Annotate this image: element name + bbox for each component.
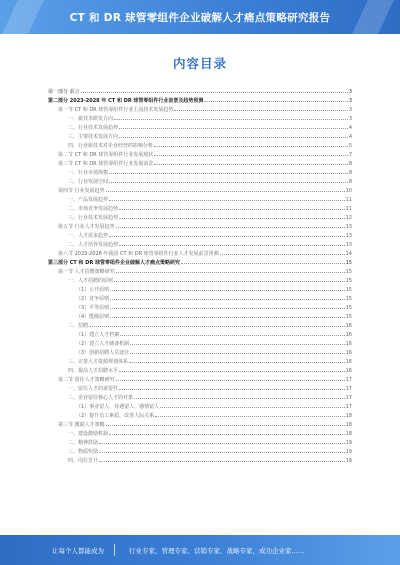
toc-entry-page: 3 xyxy=(348,116,352,122)
toc-entry-page: 18 xyxy=(345,422,352,428)
toc-entry-label: 三、主要技术发展方向 xyxy=(68,134,119,140)
toc-entry-label: 第三节 激励人才策略 xyxy=(58,422,105,428)
toc-entry[interactable] xyxy=(48,446,352,455)
toc-leader-dots xyxy=(89,326,345,327)
toc-leader-dots xyxy=(204,101,347,102)
toc-leader-dots xyxy=(181,263,345,264)
toc-entry-label: 二、行业技术发展趋势 xyxy=(68,125,119,131)
toc-entry-label: 第一节 人才招聘策略研究 xyxy=(58,269,115,275)
toc-entry-page: 11 xyxy=(345,206,352,212)
toc-leader-dots xyxy=(114,281,345,282)
toc-entry-label: 四、岗位晋升 xyxy=(68,458,99,464)
toc-entry[interactable] xyxy=(48,329,352,338)
toc-leader-dots xyxy=(174,110,348,111)
toc-leader-dots xyxy=(129,362,345,363)
toc-entry-page: 13 xyxy=(345,242,352,248)
toc-entry[interactable] xyxy=(48,95,352,104)
toc-leader-dots xyxy=(119,218,345,219)
toc-entry[interactable] xyxy=(48,221,352,230)
toc-leader-dots xyxy=(154,155,348,156)
toc-entry-label: 一、行业市场规模 xyxy=(68,170,109,176)
footer-banner xyxy=(0,535,400,565)
toc-entry-page: 3 xyxy=(348,107,352,113)
toc-entry[interactable] xyxy=(48,293,352,302)
toc-entry-label: 二、精神鼓励 xyxy=(68,440,99,446)
toc-leader-dots xyxy=(109,173,348,174)
toc-leader-dots xyxy=(114,119,348,120)
toc-entry-page: 16 xyxy=(345,350,352,356)
toc-entry[interactable] xyxy=(48,455,352,464)
toc-entry[interactable] xyxy=(48,302,352,311)
toc-leader-dots xyxy=(110,290,344,291)
toc-entry-page: 8 xyxy=(348,179,352,185)
toc-leader-dots xyxy=(220,254,345,255)
toc-leader-dots xyxy=(109,182,348,183)
toc-entry[interactable] xyxy=(48,383,352,392)
toc-entry-label: 四、提高人才招聘水平 xyxy=(68,368,119,374)
toc-entry-label: 第二节 留住人才策略研究 xyxy=(58,377,115,383)
toc-entry-page: 17 xyxy=(345,404,352,410)
toc-entry-label: 第四节 行业发展趋势 xyxy=(58,188,105,194)
toc-entry[interactable] xyxy=(48,410,352,419)
toc-entry-label: （1）事业留人、待遇留人、感情留人 xyxy=(76,404,160,410)
toc-entry-page: 13 xyxy=(345,224,352,230)
toc-entry[interactable] xyxy=(48,158,352,167)
toc-entry-label: 第三部分 CT 和 DR 球管零组件企业破解人才痛点策略研究 xyxy=(48,260,181,266)
toc-entry-page: 10 xyxy=(345,188,352,194)
toc-leader-dots xyxy=(99,461,345,462)
toc-entry[interactable] xyxy=(48,176,352,185)
toc-leader-dots xyxy=(110,299,344,300)
toc-entry-page: 18 xyxy=(345,413,352,419)
toc-entry-label: 一、建设激励机制 xyxy=(68,431,109,437)
toc-entry-label: （2）建立人才储备机制 xyxy=(76,341,130,347)
toc-entry-label: 第一部分 前言 xyxy=(48,89,80,95)
toc-entry-label: 三、完善人才资源规划体系 xyxy=(68,359,129,365)
toc-entry-page: 13 xyxy=(345,233,352,239)
toc-entry[interactable] xyxy=(48,122,352,131)
toc-entry-page: 11 xyxy=(345,197,352,203)
toc-leader-dots xyxy=(116,380,345,381)
toc-entry-page: 16 xyxy=(345,368,352,374)
toc-entry-label: 一、产品发展趋势 xyxy=(68,197,109,203)
toc-leader-dots xyxy=(155,416,344,417)
toc-entry-page: 15 xyxy=(345,260,352,266)
toc-leader-dots xyxy=(106,425,345,426)
toc-leader-dots xyxy=(130,353,344,354)
toc-entry[interactable] xyxy=(48,419,352,428)
toc-entry-page: 16 xyxy=(345,359,352,365)
toc-entry[interactable] xyxy=(48,194,352,203)
toc-leader-dots xyxy=(119,245,345,246)
toc-entry[interactable] xyxy=(48,257,352,266)
toc-entry-label: 二、招聘 xyxy=(68,323,89,329)
footer-slogan: 让每个人都能成为 xyxy=(52,546,104,555)
toc-entry-label: （1）公开原则 xyxy=(76,287,110,293)
toc-entry-label: （1）建立人才档案 xyxy=(76,332,120,338)
toc-leader-dots xyxy=(154,164,348,165)
toc-entry-label: （3）创新招聘人员途径 xyxy=(76,350,130,356)
toc-entry[interactable] xyxy=(48,140,352,149)
toc-entry[interactable] xyxy=(48,320,352,329)
toc-leader-dots xyxy=(160,407,344,408)
toc-entry-label: 第三节 CT 和 DR 球管零组件行业发展前景 xyxy=(58,161,154,167)
toc-entry[interactable] xyxy=(48,203,352,212)
toc-leader-dots xyxy=(154,146,348,147)
toc-entry-page: 19 xyxy=(345,440,352,446)
toc-entry[interactable] xyxy=(48,275,352,284)
toc-entry-label: 一、留住人才的重要性 xyxy=(68,386,119,392)
toc-entry-label: 二、企业留住核心人才的对策 xyxy=(68,395,134,401)
footer-divider xyxy=(114,544,115,556)
toc-entry[interactable] xyxy=(48,266,352,275)
toc-entry-label: 二、行业发展空间 xyxy=(68,179,109,185)
toc-entry-page: 15 xyxy=(345,287,352,293)
toc-entry[interactable] xyxy=(48,113,352,122)
toc-entry-page: 17 xyxy=(345,377,352,383)
toc-entry-page: 8 xyxy=(348,170,352,176)
toc-entry-label: 三、物质奖励 xyxy=(68,449,99,455)
toc-entry-page: 8 xyxy=(348,161,352,167)
toc-entry[interactable] xyxy=(48,365,352,374)
toc-leader-dots xyxy=(130,344,344,345)
toc-entry[interactable] xyxy=(48,374,352,383)
toc-entry-page: 4 xyxy=(348,125,352,131)
toc-entry[interactable] xyxy=(48,401,352,410)
toc-entry-label: （2）竞争原则 xyxy=(76,296,110,302)
toc-leader-dots xyxy=(116,272,345,273)
toc-entry-label: 四、行业新技术对企业经营的影响分析 xyxy=(68,143,154,149)
toc-leader-dots xyxy=(119,209,345,210)
toc-leader-dots xyxy=(119,128,348,129)
toc-entry[interactable] xyxy=(48,311,352,320)
toc-entry[interactable] xyxy=(48,338,352,347)
toc-entry-label: 第六节 2023-2028 年我国 CT 和 DR 球管零组件行业人才发展前景预测 xyxy=(58,251,219,257)
toc-leader-dots xyxy=(110,317,344,318)
toc-heading: 内容目录 xyxy=(172,56,227,71)
header-decoration-stripe xyxy=(352,0,394,34)
toc-entry[interactable] xyxy=(48,149,352,158)
toc-entry[interactable] xyxy=(48,248,352,257)
table-of-contents xyxy=(48,86,352,464)
toc-entry-label: 第一节 CT 和 DR 球管零组件行业主流技术发展趋势 xyxy=(58,107,174,113)
toc-leader-dots xyxy=(110,308,344,309)
toc-entry-page: 15 xyxy=(345,314,352,320)
toc-entry-label: 二、人才培养发展趋势 xyxy=(68,242,119,248)
toc-entry-page: 19 xyxy=(345,458,352,464)
toc-leader-dots xyxy=(134,398,345,399)
toc-entry[interactable] xyxy=(48,356,352,365)
toc-entry[interactable] xyxy=(48,230,352,239)
toc-entry-page: 7 xyxy=(348,152,352,158)
toc-entry-label: 二、市场竞争发展趋势 xyxy=(68,206,119,212)
toc-entry-page: 15 xyxy=(345,278,352,284)
toc-entry-label: （2）提升员工素质，改善人际关系 xyxy=(76,413,155,419)
toc-leader-dots xyxy=(109,236,345,237)
report-title: CT 和 DR 球管零组件企业破解人才痛点策略研究报告 xyxy=(69,11,331,24)
toc-leader-dots xyxy=(99,452,345,453)
toc-entry[interactable] xyxy=(48,167,352,176)
toc-entry-page: 3 xyxy=(348,98,352,104)
toc-entry-page: 16 xyxy=(345,341,352,347)
toc-leader-dots xyxy=(109,200,345,201)
toc-entry[interactable] xyxy=(48,392,352,401)
toc-entry-label: 一、人才招聘的原则 xyxy=(68,278,114,284)
toc-leader-dots xyxy=(119,371,345,372)
toc-entry-label: 一、人才需求趋势 xyxy=(68,233,109,239)
toc-entry[interactable] xyxy=(48,131,352,140)
header-decoration-stripe xyxy=(2,0,44,34)
toc-entry-page: 16 xyxy=(345,332,352,338)
toc-leader-dots xyxy=(109,434,345,435)
toc-leader-dots xyxy=(99,443,345,444)
toc-entry[interactable] xyxy=(48,104,352,113)
toc-entry-page: 17 xyxy=(345,395,352,401)
toc-entry-page: 16 xyxy=(345,323,352,329)
toc-entry-page: 12 xyxy=(345,215,352,221)
toc-leader-dots xyxy=(106,191,345,192)
toc-entry[interactable] xyxy=(48,437,352,446)
footer-roles: 行业专家、管理专家、营销专家、战略专家、成功企业家…… xyxy=(129,546,305,555)
toc-entry[interactable] xyxy=(48,347,352,356)
toc-entry-page: 15 xyxy=(345,269,352,275)
toc-entry-page: 15 xyxy=(345,296,352,302)
toc-entry-page: 15 xyxy=(345,305,352,311)
toc-entry-label: 三、行业技术发展趋势 xyxy=(68,215,119,221)
toc-entry-label: 第二节 CT 和 DR 球管零组件行业发展现状 xyxy=(58,152,154,158)
toc-leader-dots xyxy=(120,335,344,336)
toc-entry-page: 4 xyxy=(348,134,352,140)
toc-leader-dots xyxy=(81,92,348,93)
toc-entry-label: （4）能级原则 xyxy=(76,314,110,320)
toc-entry-page: 18 xyxy=(345,431,352,437)
report-header-banner xyxy=(0,0,400,34)
toc-entry-page: 14 xyxy=(345,251,352,257)
toc-entry[interactable] xyxy=(48,284,352,293)
toc-leader-dots xyxy=(119,389,345,390)
toc-entry[interactable] xyxy=(48,239,352,248)
toc-leader-dots xyxy=(116,227,345,228)
toc-entry-label: 第五节 行业人才发展趋势 xyxy=(58,224,115,230)
toc-entry-page: 17 xyxy=(345,386,352,392)
toc-entry[interactable] xyxy=(48,428,352,437)
toc-leader-dots xyxy=(119,137,348,138)
toc-entry-page: 3 xyxy=(348,89,352,95)
toc-entry-label: （3）平等原则 xyxy=(76,305,110,311)
toc-entry-label: 一、新技术研发方向 xyxy=(68,116,114,122)
toc-entry[interactable] xyxy=(48,185,352,194)
toc-entry[interactable] xyxy=(48,212,352,221)
toc-entry-label: 第二部分 2023-2028 年 CT 和 DR 球管零组件行业前景及趋势预测 xyxy=(48,98,204,104)
toc-entry-page: 19 xyxy=(345,449,352,455)
toc-entry[interactable] xyxy=(48,86,352,95)
toc-entry-page: 5 xyxy=(348,143,352,149)
